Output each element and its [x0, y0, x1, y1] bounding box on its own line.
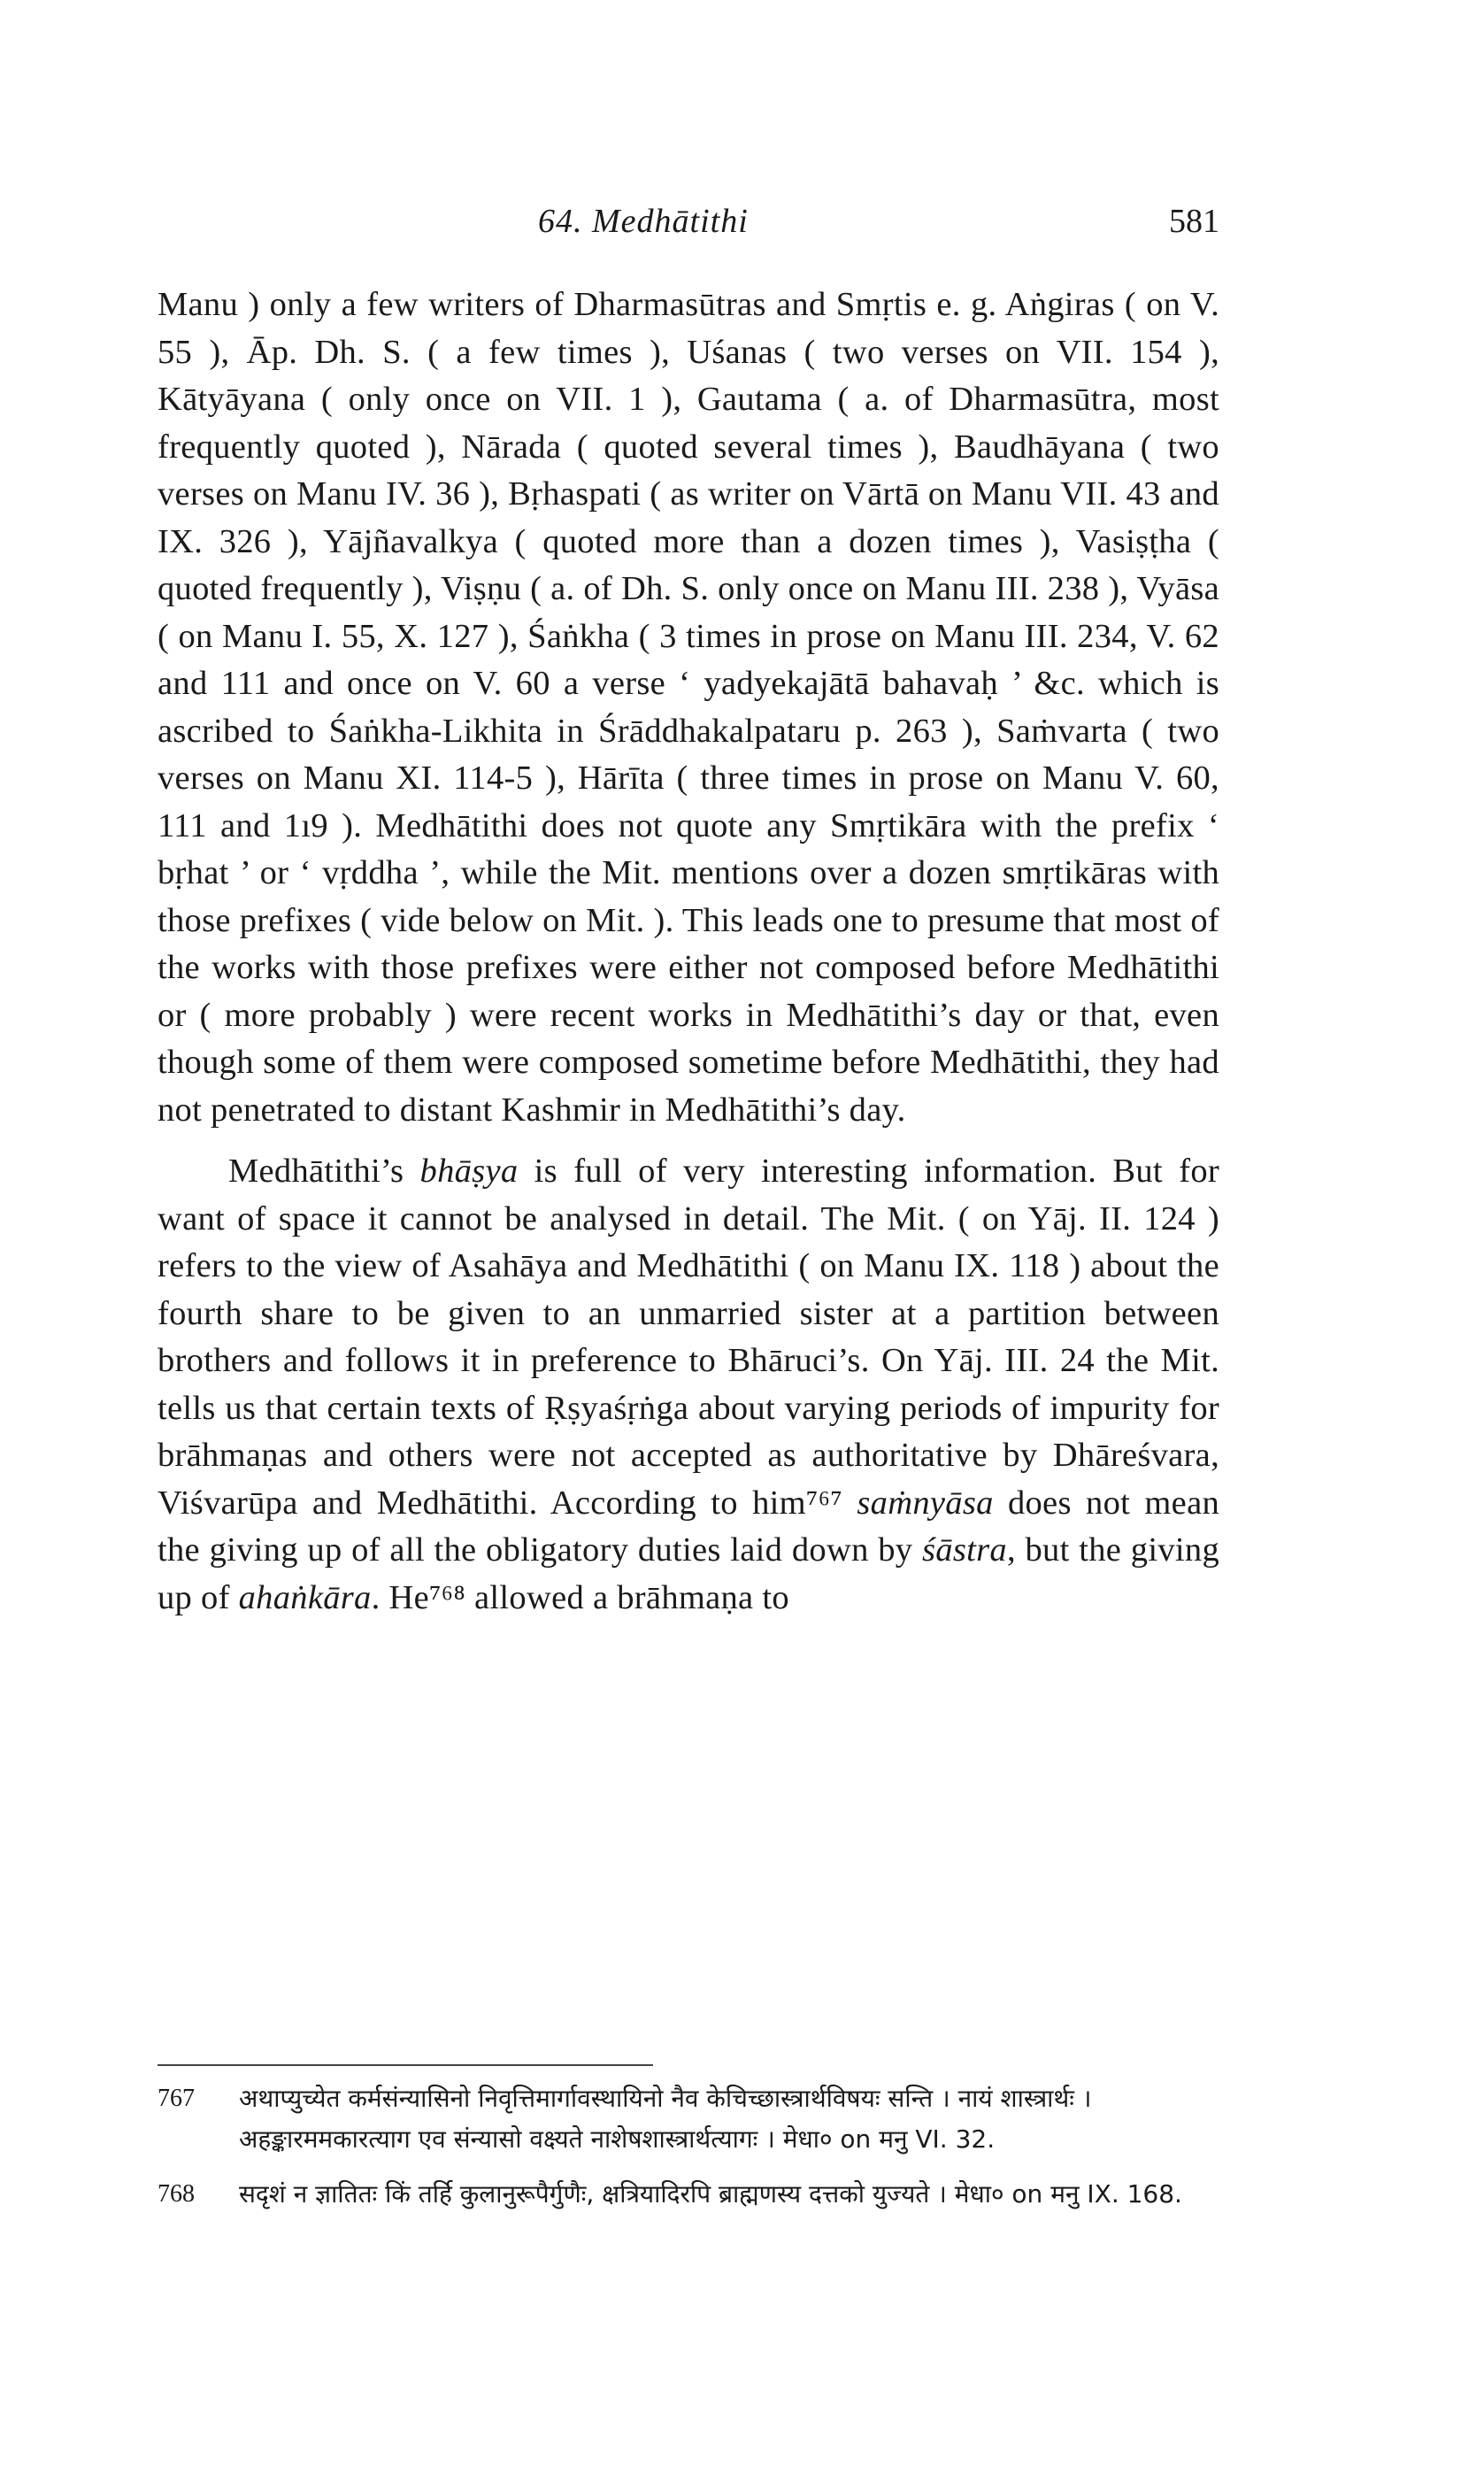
- italic-term: saṁnyāsa: [857, 1484, 994, 1522]
- chapter-title: 64. Medhātithi: [538, 203, 749, 240]
- footnote-768: [158, 2174, 1219, 2215]
- text-run: . He⁷⁶⁸ allowed a brāhmaṇa to: [371, 1578, 789, 1616]
- footnotes: [158, 2078, 1219, 2229]
- footnote-text: अथाप्युच्येत कर्मसंन्यासिनो निवृत्तिमार्गावस्थायिनो नैव केचिच्छास्त्रार्थविषयः सन्ति । नायं शास्त्रार्थः । अहङ्कारममकारत्याग एव संन्यासो वक्ष्यते नाशेषशास्त्रार्थत्यागः । मेधा० on मनु VI. 32.: [239, 2084, 1092, 2154]
- italic-term: ahaṅkāra: [238, 1578, 372, 1616]
- text-run: Medhātithi’s: [228, 1153, 420, 1190]
- page-number: 581: [1169, 203, 1219, 240]
- text-run: does not mean the giving up of all the obligatory duties laid down by: [158, 1484, 1220, 1569]
- text-run: Manu ) only a few writers of Dharmasūtras and Smṛtis e. g. Aṅgiras ( on V. 55 ), Āp. Dh. S. ( a few times ), Uśanas ( two verses on VII. 154 ), Kātyāyana ( only once on VII. 1 ), Gautama ( a. of Dharmasūtra, most frequently quoted ), Nārada ( quoted several times ), Baudhāyana ( two verses on Manu IV. 36 ), Bṛhaspati ( as writer on Vārtā on Manu VII. 43 and IX. 326 ), Yājñavalkya ( quoted more than a dozen times ), Vasiṣṭha ( quoted frequently ), Viṣṇu ( a. of Dh. S. only once on Manu III. 238 ), Vyāsa ( on Manu I. 55, X. 127 ), Śaṅkha ( 3 times in prose on Manu III. 234, V. 62 and 111 and once on V. 60 a verse ‘ yadyekajātā bahavaḥ ’ &c. which is ascribed to Śaṅkha-Likhita in Śrāddhakalpataru p. 263 ), Saṁvarta ( two verses on Manu XI. 114-5 ), Hārīta ( three times in prose on Manu V. 60, 111 and 1ı9 ). Medhātithi does not quote any Smṛtikāra with the prefix ‘ bṛhat ’ or ‘ vṛddha ’, while the Mit. mentions over a dozen smṛtikāras with those prefixes ( vide below on Mit. ). This leads one to presume that most of the works with those prefixes were either not composed before Medhātithi or ( more probably ) were recent works in Medhātithi’s day or that, even though some of them were composed sometime before Medhātithi, they had not penetrated to distant Kashmir in Medhātithi’s day.: [158, 286, 1219, 1129]
- italic-term: bhāṣya: [419, 1153, 519, 1190]
- italic-term: śāstra: [921, 1531, 1007, 1569]
- paragraph-1: [158, 281, 1219, 1134]
- footnote-767: [158, 2078, 1219, 2160]
- paragraph-2: [158, 1148, 1219, 1622]
- footnote-number: 768: [158, 2180, 195, 2208]
- footnote-text: सदृशं न ज्ञातितः किं तर्हि कुलानुरूपैर्गुणैः, क्षत्रियादिरपि ब्राह्मणस्य दत्तको युज्यते । मेधा० on मनु IX. 168.: [239, 2179, 1182, 2209]
- footnote-number: 767: [158, 2085, 195, 2112]
- text-run: , but the giving up of: [158, 1531, 1219, 1616]
- text-run: is full of very interesting information. But for want of space it cannot be analysed in detail. The Mit. ( on Yāj. II. 124 ) refers to the view of Asahāya and Medhātithi ( on Manu IX. 118 ) about the fourth share to be given to an unmarried sister at a partition between brothers and follows it in preference to Bhāruci’s. On Yāj. III. 24 the Mit. tells us that certain texts of Ṛṣyaśṛṅga about varying periods of impurity for brāhmaṇas and others were not accepted as authoritative by Dhāreśvara, Viśvarūpa and Medhātithi. According to him⁷⁶⁷: [158, 1153, 1219, 1522]
- running-head: [158, 202, 1219, 246]
- footnote-rule: [158, 2064, 653, 2066]
- body-text: [158, 281, 1219, 1622]
